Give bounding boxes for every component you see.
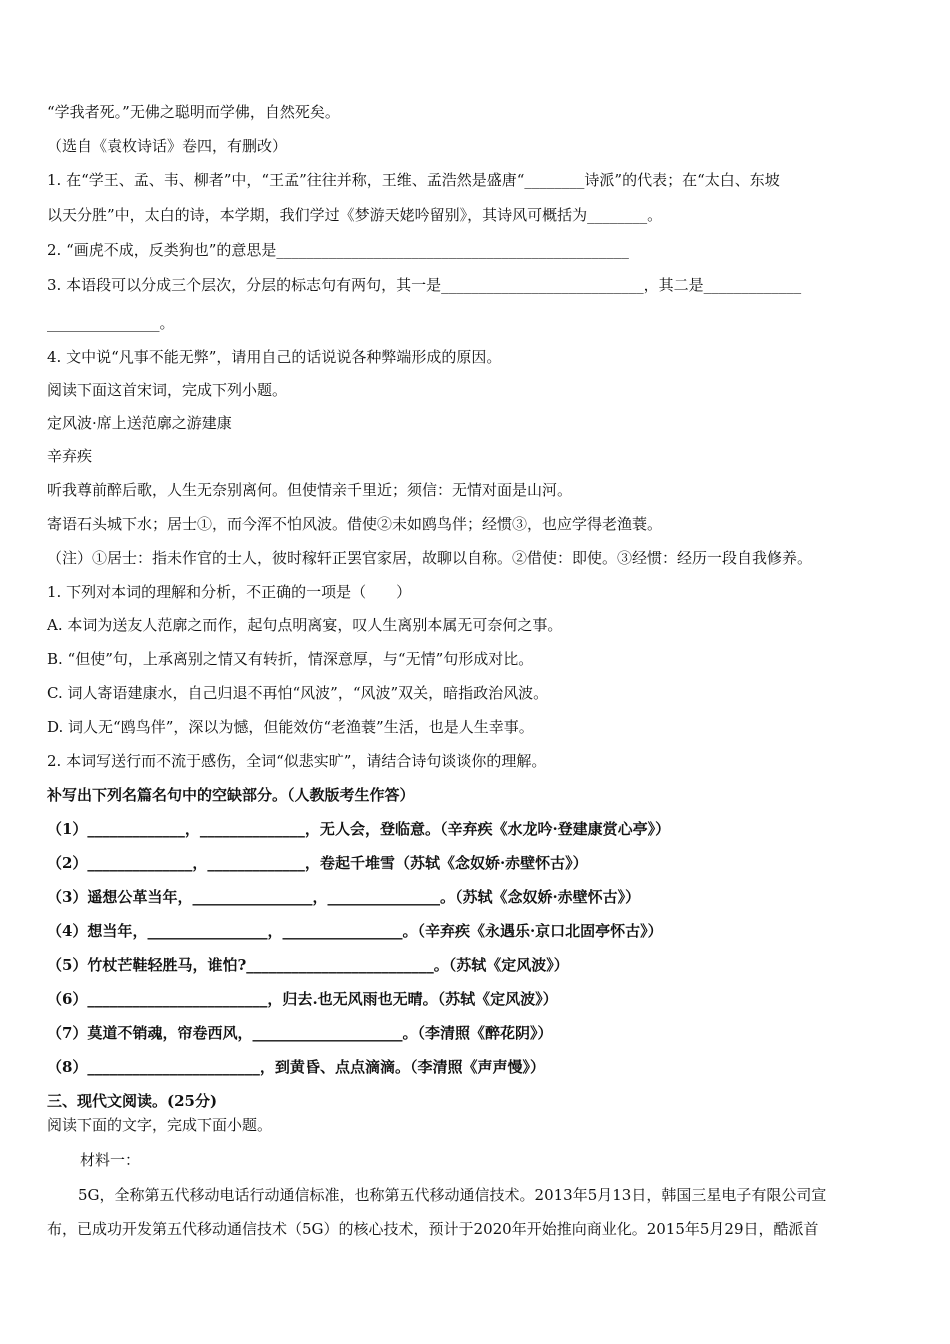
- fill-item-4: （4）想当年，________________，________________。（辛弃疾《永遇乐·京口北固亭怀古》）: [47, 922, 663, 940]
- material-paragraph-line-2: 布，已成功开发第五代移动通信技术（5G）的核心技术，预计于2020年开始推向商业化。2015年5月29日，酷派首: [47, 1220, 819, 1238]
- poem-title: 定风波·席上送范廓之游建康: [47, 414, 232, 432]
- fill-item-6: （6）________________________，归去.也无风雨也无晴。（苏轼《定风波》）: [47, 990, 558, 1008]
- poem-verse-1: 听我尊前醉后歌，人生无奈别离何。但使情亲千里近；须信：无情对面是山河。: [47, 481, 573, 499]
- poem-author: 辛弃疾: [47, 447, 93, 465]
- question-3-line-2: _______________。: [47, 314, 175, 332]
- question-1-line-2: 以天分胜”中，太白的诗，本学期，我们学过《梦游天姥吟留别》，其诗风可概括为________。: [47, 206, 663, 224]
- part3-instruction: 阅读下面的文字，完成下面小题。: [47, 1116, 273, 1134]
- poem-question-2: 2. 本词写送行而不流于感伤，全词“似悲实旷”，请结合诗句谈谈你的理解。: [47, 752, 547, 770]
- fill-item-2: （2）______________，_____________，卷起千堆雪（苏轼《念奴娇·赤壁怀古》）: [47, 854, 588, 872]
- part3-heading: 三、现代文阅读。(25分): [47, 1092, 218, 1110]
- fill-section-heading: 补写出下列名篇名句中的空缺部分。（人教版考生作答）: [47, 786, 415, 804]
- poem-instruction: 阅读下面这首宋词，完成下列小题。: [47, 381, 288, 399]
- poem-notes: （注）①居士：指未作官的士人，彼时稼轩正罢官家居，故聊以自称。②借使：即使。③经惯：经历一段自我修养。: [47, 549, 813, 567]
- question-2: 2. “画虎不成，反类狗也”的意思是_______________________________________________: [47, 241, 629, 259]
- option-a: A. 本词为送友人范廓之而作，起句点明离宴，叹人生离别本属无可奈何之事。: [47, 616, 563, 634]
- fill-item-3: （3）遥想公革当年，________________，_______________。（苏轼《念奴娇·赤壁怀古》）: [47, 888, 641, 906]
- option-d: D. 词人无“鸥鸟伴”，深以为憾，但能效仿“老渔蓑”生活，也是人生幸事。: [47, 718, 534, 736]
- question-3-line-1: 3. 本语段可以分成三个层次，分层的标志句有两句，其一是___________________________，其二是_____________: [47, 276, 802, 294]
- question-4: 4. 文中说“凡事不能无弊”，请用自己的话说说各种弊端形成的原因。: [47, 348, 502, 366]
- fill-item-1: （1）_____________，______________，无人会，登临意。（辛弃疾《水龙吟·登建康赏心亭》）: [47, 820, 671, 838]
- fill-item-8: （8）_______________________，到黄昏、点点滴滴。（李清照《声声慢》）: [47, 1058, 545, 1076]
- question-1-line-1: 1. 在“学王、孟、韦、柳者”中，“王孟”往往并称，王维、孟浩然是盛唐“________诗派”的代表；在“太白、东坡: [47, 171, 780, 189]
- source-citation: （选自《袁枚诗话》卷四，有删改）: [47, 137, 288, 155]
- fill-item-5: （5）竹杖芒鞋轻胜马，谁怕?_________________________。（苏轼《定风波》）: [47, 956, 569, 974]
- material-paragraph-line-1: 5G，全称第五代移动电话行动通信标准，也称第五代移动通信技术。2013年5月13日，韩国三星电子有限公司宣: [78, 1186, 827, 1204]
- material-label: 材料一：: [80, 1151, 141, 1169]
- option-c: C. 词人寄语建康水，自己归退不再怕“风波”，“风波”双关，暗指政治风波。: [47, 684, 549, 702]
- quote-tail: “学我者死。”无佛之聪明而学佛，自然死矣。: [47, 103, 340, 121]
- poem-question-1: 1. 下列对本词的理解和分析，不正确的一项是（ ）: [47, 583, 412, 601]
- fill-item-7: （7）莫道不销魂，帘卷西风，____________________。（李清照《醉花阴》）: [47, 1024, 553, 1042]
- poem-verse-2: 寄语石头城下水；居士①，而今浑不怕风波。借使②未如鸥鸟伴；经惯③，也应学得老渔蓑。: [47, 515, 663, 533]
- option-b: B. “但使”句，上承离别之情又有转折，情深意厚，与“无情”句形成对比。: [47, 650, 534, 668]
